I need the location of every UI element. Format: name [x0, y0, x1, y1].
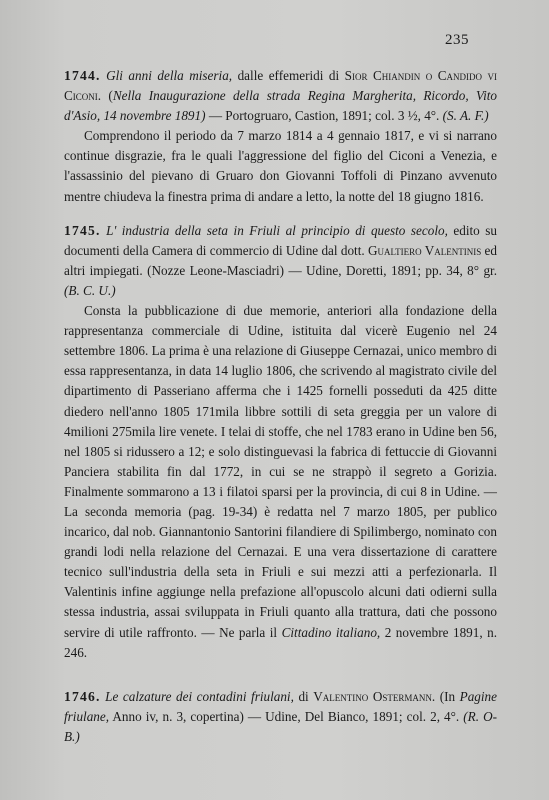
entry-description: Comprendono il periodo da 7 marzo 1814 a 4 gennaio 1817, e vi si narrano continue disgrazie, fra le quali l'aggressione del figlio del Ciconi a Venezia, e l'assassinio del pievano di Gruaro don Giovanni Toffoli di Pinzano avvenuto mentre chiudeva la finestra prima di andare a letto, la notte del 18 giugno 1816.: [64, 128, 497, 204]
entry-text: (In: [435, 688, 460, 704]
entry-text: di: [293, 688, 314, 704]
entry-text: ed altri impiegati. (Nozze Leone-Masciadri) — Udine, Doretti, 1891; pp. 34, 8° gr.: [64, 242, 497, 278]
entry-text: (: [101, 88, 113, 104]
entry-author: Sior Chiandin o Candido vi Ciconi.: [64, 68, 497, 104]
entry-text: Anno iv, n. 3, copertina) — Udine, Del Bianco, 1891; col. 2, 4°.: [109, 708, 464, 724]
entry-number: 1745.: [64, 222, 101, 238]
entry-reference: (B. C. U.): [64, 282, 116, 298]
page-number: 235: [445, 32, 469, 48]
entry-author: Valentino Ostermann.: [313, 688, 436, 704]
entry-number: 1746.: [64, 688, 101, 704]
entry-text: dalle effemeridi di: [232, 68, 345, 83]
entry-1745: [64, 221, 497, 663]
entry-number: 1744.: [64, 68, 101, 83]
entry-text: edito su documenti della Camera di commercio di Udine dal dott.: [64, 222, 497, 258]
entry-reference: (S. A. F.): [442, 108, 489, 124]
entry-heading: [64, 687, 497, 747]
entry-1744: [64, 66, 497, 207]
entry-title: Gli anni della miseria,: [106, 68, 233, 83]
newspaper-title: Cittadino italiano,: [281, 624, 381, 640]
entry-reference: (R. O-B.): [64, 708, 497, 744]
entry-1746: [64, 687, 497, 747]
entry-note: Nella Inaugurazione della strada Regina Margherita, Ricordo, Vito d'Asio, 14 novembre 1891): [64, 88, 497, 124]
entry-description: [64, 301, 497, 663]
entry-heading: [64, 221, 497, 301]
entry-text: — Portogruaro, Castion, 1891; col. 3 ½, 4°.: [205, 108, 443, 124]
entry-description-text: 2 novembre 1891, n. 246.: [64, 624, 498, 660]
entry-heading: [64, 66, 497, 126]
entry-note: Pagine friulane,: [64, 688, 497, 724]
entry-title: Le calzature dei contadini friulani,: [105, 688, 294, 704]
entry-title: L' industria della seta in Friuli al principio di questo secolo,: [106, 222, 448, 238]
entry-author: Gualtiero Valentinis: [367, 242, 482, 258]
entry-description-text: Consta la pubblicazione di due memorie, anteriori alla fondazione della rappresentanza commerciale di Udine, istituita dal vicerè Eugenio nel 24 settembre 1806. La prima è una relazione di Giuseppe Cernazai, unico membro di essa rappresentanza, in data 14 luglio 1806, che scrivendo al magistrato civile del dipartimento di Passeriano afferma che i 1425 fornelli posseduti da 425 ditte diedero nell'anno 1805 171mila libbre sottili di seta greggia per un valore di 4milioni 275mila lire venete. I telai di stoffe, che nel 1783 erano in Udine ben 56, nel 1805 si ridussero a 12; e solo distinguevasi la fabrica di fettuccie di Giovanni Panciera stabilita fin dal 1772, in cui se ne strappò il segreto a Gorizia. Finalmente sommarono a 13 i filatoi sparsi per la provincia, di cui 8 in Udine. — La seconda memoria (pag. 19-34) è redatta nel 7 marzo 1805, per publico incarico, dal nob. Giannantonio Santorini filandiere di Spilimbergo, nominato con grandi lodi nella relazione del Cernazai. E una vera dissertazione di carattere tecnico sull'industria della seta in Friuli e sui mezzi atti a perfezionarla. Il Valentinis infine aggiunge nella prefazione all'opuscolo alcuni dati odierni sulla stessa industria, assai sviluppata in Friuli quanto alla trattura, dati che possono servire di utile raffronto. — Ne parla il: [64, 303, 497, 640]
